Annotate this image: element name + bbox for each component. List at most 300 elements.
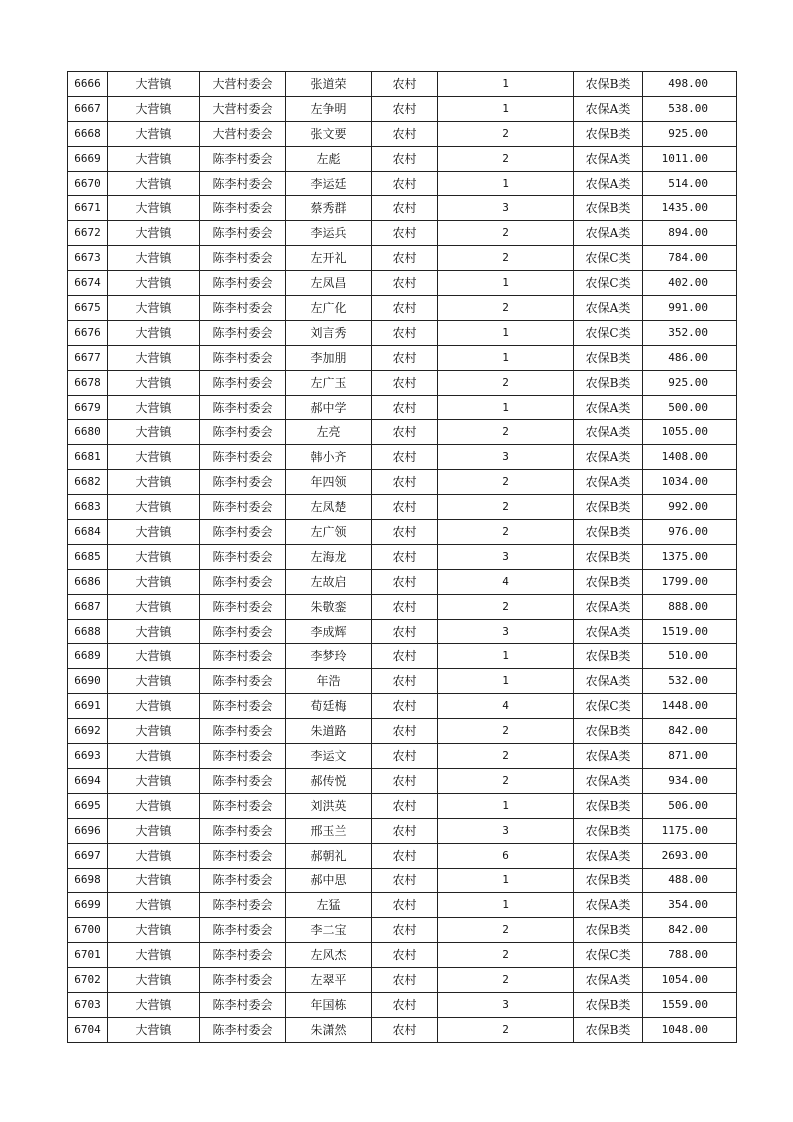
- cell-village-committee: 陈李村委会: [200, 320, 286, 345]
- cell-town: 大营镇: [108, 619, 200, 644]
- cell-row-id: 6687: [68, 594, 108, 619]
- table-row: [68, 1017, 737, 1042]
- cell-amount: 1435.00: [643, 196, 737, 221]
- cell-amount: 352.00: [643, 320, 737, 345]
- table-row: [68, 221, 737, 246]
- cell-area-type: 农村: [372, 420, 438, 445]
- cell-village-committee: 陈李村委会: [200, 968, 286, 993]
- cell-village-committee: 陈李村委会: [200, 171, 286, 196]
- cell-amount: 1375.00: [643, 544, 737, 569]
- cell-person-name: 朱潇然: [286, 1017, 372, 1042]
- cell-insurance-class: 农保B类: [574, 818, 643, 843]
- cell-row-id: 6690: [68, 669, 108, 694]
- cell-amount: 1055.00: [643, 420, 737, 445]
- cell-village-committee: 陈李村委会: [200, 246, 286, 271]
- cell-town: 大营镇: [108, 669, 200, 694]
- cell-insurance-class: 农保B类: [574, 793, 643, 818]
- cell-amount: 784.00: [643, 246, 737, 271]
- cell-row-id: 6681: [68, 445, 108, 470]
- cell-person-name: 左故启: [286, 569, 372, 594]
- cell-town: 大营镇: [108, 843, 200, 868]
- cell-insurance-class: 农保A类: [574, 594, 643, 619]
- cell-town: 大营镇: [108, 793, 200, 818]
- cell-area-type: 农村: [372, 470, 438, 495]
- cell-insurance-class: 农保B类: [574, 544, 643, 569]
- cell-village-committee: 陈李村委会: [200, 843, 286, 868]
- cell-person-name: 郝传悦: [286, 768, 372, 793]
- cell-village-committee: 陈李村委会: [200, 520, 286, 545]
- cell-town: 大营镇: [108, 918, 200, 943]
- cell-household-count: 2: [438, 121, 574, 146]
- roster-body: [68, 72, 737, 1043]
- cell-household-count: 1: [438, 271, 574, 296]
- cell-town: 大营镇: [108, 271, 200, 296]
- table-row: [68, 420, 737, 445]
- cell-village-committee: 陈李村委会: [200, 271, 286, 296]
- cell-amount: 538.00: [643, 96, 737, 121]
- cell-household-count: 1: [438, 793, 574, 818]
- cell-insurance-class: 农保B类: [574, 370, 643, 395]
- cell-village-committee: 陈李村委会: [200, 544, 286, 569]
- cell-person-name: 蔡秀群: [286, 196, 372, 221]
- table-row: [68, 793, 737, 818]
- cell-household-count: 2: [438, 719, 574, 744]
- cell-area-type: 农村: [372, 818, 438, 843]
- cell-household-count: 1: [438, 893, 574, 918]
- cell-row-id: 6677: [68, 345, 108, 370]
- cell-person-name: 左广玉: [286, 370, 372, 395]
- table-row: [68, 918, 737, 943]
- cell-row-id: 6678: [68, 370, 108, 395]
- table-row: [68, 345, 737, 370]
- cell-insurance-class: 农保B类: [574, 196, 643, 221]
- cell-amount: 1448.00: [643, 694, 737, 719]
- cell-person-name: 李成辉: [286, 619, 372, 644]
- cell-insurance-class: 农保A类: [574, 968, 643, 993]
- cell-person-name: 刘言秀: [286, 320, 372, 345]
- cell-village-committee: 陈李村委会: [200, 918, 286, 943]
- cell-town: 大营镇: [108, 520, 200, 545]
- cell-village-committee: 陈李村委会: [200, 196, 286, 221]
- cell-household-count: 1: [438, 644, 574, 669]
- table-row: [68, 121, 737, 146]
- cell-town: 大营镇: [108, 445, 200, 470]
- cell-amount: 1799.00: [643, 569, 737, 594]
- cell-household-count: 1: [438, 395, 574, 420]
- cell-household-count: 2: [438, 768, 574, 793]
- table-row: [68, 644, 737, 669]
- table-row: [68, 868, 737, 893]
- cell-insurance-class: 农保A类: [574, 96, 643, 121]
- cell-town: 大营镇: [108, 569, 200, 594]
- table-row: [68, 594, 737, 619]
- cell-town: 大营镇: [108, 121, 200, 146]
- cell-town: 大营镇: [108, 495, 200, 520]
- cell-insurance-class: 农保A类: [574, 470, 643, 495]
- cell-area-type: 农村: [372, 121, 438, 146]
- cell-person-name: 李运兵: [286, 221, 372, 246]
- table-row: [68, 395, 737, 420]
- cell-insurance-class: 农保C类: [574, 246, 643, 271]
- cell-area-type: 农村: [372, 395, 438, 420]
- cell-town: 大营镇: [108, 768, 200, 793]
- cell-area-type: 农村: [372, 196, 438, 221]
- cell-insurance-class: 农保A类: [574, 893, 643, 918]
- cell-amount: 1011.00: [643, 146, 737, 171]
- cell-town: 大营镇: [108, 719, 200, 744]
- cell-village-committee: 陈李村委会: [200, 470, 286, 495]
- table-row: [68, 495, 737, 520]
- cell-household-count: 2: [438, 520, 574, 545]
- cell-household-count: 2: [438, 420, 574, 445]
- cell-row-id: 6696: [68, 818, 108, 843]
- cell-insurance-class: 农保A类: [574, 744, 643, 769]
- cell-amount: 354.00: [643, 893, 737, 918]
- cell-person-name: 邢玉兰: [286, 818, 372, 843]
- cell-area-type: 农村: [372, 1017, 438, 1042]
- cell-person-name: 张道荣: [286, 72, 372, 97]
- cell-town: 大营镇: [108, 943, 200, 968]
- cell-village-committee: 陈李村委会: [200, 893, 286, 918]
- cell-person-name: 荀廷梅: [286, 694, 372, 719]
- cell-amount: 500.00: [643, 395, 737, 420]
- cell-insurance-class: 农保A类: [574, 395, 643, 420]
- table-row: [68, 320, 737, 345]
- cell-household-count: 2: [438, 221, 574, 246]
- cell-household-count: 1: [438, 868, 574, 893]
- cell-person-name: 李梦玲: [286, 644, 372, 669]
- cell-area-type: 农村: [372, 296, 438, 321]
- cell-insurance-class: 农保C类: [574, 694, 643, 719]
- cell-village-committee: 大营村委会: [200, 72, 286, 97]
- table-row: [68, 968, 737, 993]
- cell-insurance-class: 农保B类: [574, 495, 643, 520]
- cell-amount: 1559.00: [643, 992, 737, 1017]
- cell-town: 大营镇: [108, 868, 200, 893]
- cell-person-name: 左广领: [286, 520, 372, 545]
- cell-household-count: 2: [438, 744, 574, 769]
- cell-town: 大营镇: [108, 296, 200, 321]
- table-row: [68, 943, 737, 968]
- cell-person-name: 年国栋: [286, 992, 372, 1017]
- cell-amount: 1048.00: [643, 1017, 737, 1042]
- cell-town: 大营镇: [108, 320, 200, 345]
- cell-town: 大营镇: [108, 470, 200, 495]
- cell-area-type: 农村: [372, 793, 438, 818]
- cell-town: 大营镇: [108, 370, 200, 395]
- cell-row-id: 6666: [68, 72, 108, 97]
- table-row: [68, 768, 737, 793]
- cell-row-id: 6691: [68, 694, 108, 719]
- table-row: [68, 271, 737, 296]
- cell-village-committee: 陈李村委会: [200, 594, 286, 619]
- cell-town: 大营镇: [108, 544, 200, 569]
- cell-amount: 992.00: [643, 495, 737, 520]
- cell-household-count: 3: [438, 992, 574, 1017]
- cell-village-committee: 陈李村委会: [200, 395, 286, 420]
- cell-person-name: 左海龙: [286, 544, 372, 569]
- cell-amount: 488.00: [643, 868, 737, 893]
- cell-household-count: 2: [438, 370, 574, 395]
- cell-household-count: 2: [438, 495, 574, 520]
- table-row: [68, 694, 737, 719]
- cell-household-count: 1: [438, 72, 574, 97]
- cell-area-type: 农村: [372, 495, 438, 520]
- cell-row-id: 6704: [68, 1017, 108, 1042]
- cell-person-name: 张文要: [286, 121, 372, 146]
- cell-village-committee: 陈李村委会: [200, 818, 286, 843]
- cell-insurance-class: 农保C类: [574, 943, 643, 968]
- cell-person-name: 左翠平: [286, 968, 372, 993]
- cell-area-type: 农村: [372, 719, 438, 744]
- cell-area-type: 农村: [372, 893, 438, 918]
- table-row: [68, 296, 737, 321]
- cell-area-type: 农村: [372, 694, 438, 719]
- cell-row-id: 6668: [68, 121, 108, 146]
- cell-area-type: 农村: [372, 96, 438, 121]
- cell-insurance-class: 农保B类: [574, 868, 643, 893]
- cell-area-type: 农村: [372, 644, 438, 669]
- table-row: [68, 818, 737, 843]
- cell-area-type: 农村: [372, 445, 438, 470]
- cell-insurance-class: 农保B类: [574, 520, 643, 545]
- cell-area-type: 农村: [372, 619, 438, 644]
- cell-row-id: 6671: [68, 196, 108, 221]
- cell-area-type: 农村: [372, 520, 438, 545]
- cell-area-type: 农村: [372, 221, 438, 246]
- cell-town: 大营镇: [108, 594, 200, 619]
- cell-amount: 925.00: [643, 370, 737, 395]
- cell-row-id: 6674: [68, 271, 108, 296]
- cell-household-count: 3: [438, 445, 574, 470]
- cell-row-id: 6700: [68, 918, 108, 943]
- cell-insurance-class: 农保B类: [574, 1017, 643, 1042]
- cell-area-type: 农村: [372, 544, 438, 569]
- cell-town: 大营镇: [108, 744, 200, 769]
- cell-village-committee: 陈李村委会: [200, 370, 286, 395]
- cell-amount: 402.00: [643, 271, 737, 296]
- table-row: [68, 470, 737, 495]
- cell-amount: 1408.00: [643, 445, 737, 470]
- cell-area-type: 农村: [372, 744, 438, 769]
- cell-area-type: 农村: [372, 246, 438, 271]
- cell-row-id: 6697: [68, 843, 108, 868]
- cell-village-committee: 陈李村委会: [200, 943, 286, 968]
- cell-amount: 842.00: [643, 918, 737, 943]
- cell-row-id: 6680: [68, 420, 108, 445]
- cell-area-type: 农村: [372, 768, 438, 793]
- cell-household-count: 2: [438, 1017, 574, 1042]
- cell-town: 大营镇: [108, 968, 200, 993]
- cell-amount: 976.00: [643, 520, 737, 545]
- cell-person-name: 郝中学: [286, 395, 372, 420]
- cell-household-count: 1: [438, 96, 574, 121]
- cell-household-count: 2: [438, 470, 574, 495]
- cell-person-name: 左凤楚: [286, 495, 372, 520]
- cell-household-count: 2: [438, 918, 574, 943]
- cell-village-committee: 陈李村委会: [200, 744, 286, 769]
- cell-row-id: 6701: [68, 943, 108, 968]
- cell-household-count: 2: [438, 146, 574, 171]
- cell-person-name: 郝朝礼: [286, 843, 372, 868]
- cell-insurance-class: 农保B类: [574, 569, 643, 594]
- table-row: [68, 669, 737, 694]
- cell-area-type: 农村: [372, 370, 438, 395]
- cell-area-type: 农村: [372, 594, 438, 619]
- cell-person-name: 刘洪英: [286, 793, 372, 818]
- cell-area-type: 农村: [372, 968, 438, 993]
- cell-insurance-class: 农保A类: [574, 296, 643, 321]
- cell-amount: 514.00: [643, 171, 737, 196]
- cell-row-id: 6703: [68, 992, 108, 1017]
- cell-town: 大营镇: [108, 146, 200, 171]
- cell-insurance-class: 农保B类: [574, 72, 643, 97]
- cell-town: 大营镇: [108, 246, 200, 271]
- cell-village-committee: 陈李村委会: [200, 495, 286, 520]
- cell-area-type: 农村: [372, 171, 438, 196]
- cell-town: 大营镇: [108, 420, 200, 445]
- cell-amount: 1034.00: [643, 470, 737, 495]
- cell-household-count: 2: [438, 246, 574, 271]
- cell-household-count: 2: [438, 943, 574, 968]
- table-row: [68, 544, 737, 569]
- cell-town: 大营镇: [108, 345, 200, 370]
- cell-household-count: 1: [438, 345, 574, 370]
- cell-amount: 532.00: [643, 669, 737, 694]
- cell-amount: 788.00: [643, 943, 737, 968]
- cell-household-count: 3: [438, 196, 574, 221]
- cell-person-name: 朱敬銮: [286, 594, 372, 619]
- cell-amount: 498.00: [643, 72, 737, 97]
- cell-town: 大营镇: [108, 1017, 200, 1042]
- cell-row-id: 6670: [68, 171, 108, 196]
- cell-area-type: 农村: [372, 271, 438, 296]
- cell-village-committee: 陈李村委会: [200, 345, 286, 370]
- cell-row-id: 6685: [68, 544, 108, 569]
- cell-person-name: 李二宝: [286, 918, 372, 943]
- cell-row-id: 6673: [68, 246, 108, 271]
- cell-person-name: 年浩: [286, 669, 372, 694]
- cell-row-id: 6702: [68, 968, 108, 993]
- cell-town: 大营镇: [108, 644, 200, 669]
- roster-table: [67, 71, 737, 1043]
- cell-person-name: 韩小齐: [286, 445, 372, 470]
- cell-row-id: 6695: [68, 793, 108, 818]
- table-row: [68, 171, 737, 196]
- cell-amount: 506.00: [643, 793, 737, 818]
- cell-town: 大营镇: [108, 96, 200, 121]
- cell-amount: 1175.00: [643, 818, 737, 843]
- table-row: [68, 96, 737, 121]
- cell-insurance-class: 农保A类: [574, 146, 643, 171]
- cell-village-committee: 陈李村委会: [200, 619, 286, 644]
- cell-area-type: 农村: [372, 943, 438, 968]
- cell-insurance-class: 农保A类: [574, 619, 643, 644]
- cell-amount: 888.00: [643, 594, 737, 619]
- cell-town: 大营镇: [108, 694, 200, 719]
- cell-insurance-class: 农保B类: [574, 345, 643, 370]
- cell-insurance-class: 农保B类: [574, 644, 643, 669]
- cell-row-id: 6699: [68, 893, 108, 918]
- cell-person-name: 左广化: [286, 296, 372, 321]
- table-row: [68, 843, 737, 868]
- cell-household-count: 3: [438, 818, 574, 843]
- cell-village-committee: 陈李村委会: [200, 296, 286, 321]
- cell-row-id: 6675: [68, 296, 108, 321]
- cell-town: 大营镇: [108, 171, 200, 196]
- cell-row-id: 6693: [68, 744, 108, 769]
- cell-area-type: 农村: [372, 345, 438, 370]
- cell-insurance-class: 农保A类: [574, 669, 643, 694]
- cell-village-committee: 陈李村委会: [200, 1017, 286, 1042]
- table-row: [68, 719, 737, 744]
- table-row: [68, 992, 737, 1017]
- cell-household-count: 6: [438, 843, 574, 868]
- cell-insurance-class: 农保C类: [574, 320, 643, 345]
- cell-row-id: 6694: [68, 768, 108, 793]
- cell-village-committee: 陈李村委会: [200, 445, 286, 470]
- cell-person-name: 左凤昌: [286, 271, 372, 296]
- cell-household-count: 4: [438, 569, 574, 594]
- cell-household-count: 2: [438, 296, 574, 321]
- cell-town: 大营镇: [108, 818, 200, 843]
- cell-insurance-class: 农保B类: [574, 121, 643, 146]
- cell-insurance-class: 农保C类: [574, 271, 643, 296]
- cell-village-committee: 陈李村委会: [200, 793, 286, 818]
- cell-village-committee: 陈李村委会: [200, 644, 286, 669]
- cell-amount: 1519.00: [643, 619, 737, 644]
- cell-town: 大营镇: [108, 196, 200, 221]
- table-row: [68, 445, 737, 470]
- cell-person-name: 李运文: [286, 744, 372, 769]
- cell-row-id: 6688: [68, 619, 108, 644]
- cell-village-committee: 陈李村委会: [200, 146, 286, 171]
- cell-amount: 934.00: [643, 768, 737, 793]
- cell-insurance-class: 农保A类: [574, 445, 643, 470]
- cell-insurance-class: 农保A类: [574, 843, 643, 868]
- table-row: [68, 246, 737, 271]
- cell-area-type: 农村: [372, 843, 438, 868]
- cell-village-committee: 陈李村委会: [200, 719, 286, 744]
- table-row: [68, 196, 737, 221]
- cell-town: 大营镇: [108, 992, 200, 1017]
- cell-insurance-class: 农保B类: [574, 992, 643, 1017]
- cell-person-name: 年四领: [286, 470, 372, 495]
- cell-insurance-class: 农保A类: [574, 420, 643, 445]
- table-row: [68, 370, 737, 395]
- cell-person-name: 左彪: [286, 146, 372, 171]
- cell-person-name: 左开礼: [286, 246, 372, 271]
- cell-insurance-class: 农保B类: [574, 918, 643, 943]
- cell-amount: 510.00: [643, 644, 737, 669]
- cell-row-id: 6676: [68, 320, 108, 345]
- cell-insurance-class: 农保A类: [574, 171, 643, 196]
- cell-person-name: 左猛: [286, 893, 372, 918]
- cell-area-type: 农村: [372, 72, 438, 97]
- cell-village-committee: 陈李村委会: [200, 221, 286, 246]
- cell-row-id: 6667: [68, 96, 108, 121]
- table-row: [68, 893, 737, 918]
- table-row: [68, 619, 737, 644]
- cell-row-id: 6684: [68, 520, 108, 545]
- table-row: [68, 569, 737, 594]
- cell-amount: 842.00: [643, 719, 737, 744]
- cell-household-count: 3: [438, 544, 574, 569]
- cell-amount: 925.00: [643, 121, 737, 146]
- cell-row-id: 6686: [68, 569, 108, 594]
- cell-row-id: 6689: [68, 644, 108, 669]
- cell-amount: 894.00: [643, 221, 737, 246]
